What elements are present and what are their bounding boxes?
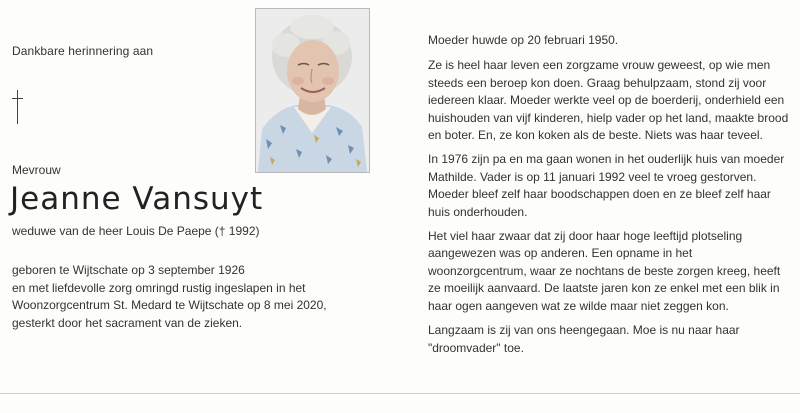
portrait-icon (256, 9, 369, 172)
detail-line: geboren te Wijtschate op 3 september 1926 (12, 263, 245, 277)
portrait-photo (255, 8, 370, 173)
bio-paragraph: Ze is heel haar leven een zorgzame vrouw geweest, op wie men steeds een beroep kon doen. Graag behulpzaam, stond zij voor iedereen klaar. Moeder werkte veel op de boerderij, onderhield een huishouden van vijf kinderen, hielp vader op het land, maakte brood en boter. En, ze kon koken als de beste. Niets was haar teveel. (428, 58, 789, 143)
intro-line: Dankbare herinnering aan (12, 44, 154, 58)
fold-line (0, 393, 800, 394)
bio-paragraph: Het viel haar zwaar dat zij door haar hoge leeftijd plotseling aangewezen was op anderen. Een opname in het woonzorgcentrum, waar ze nochtans de beste zorgen kreeg, heeft ze moeilijk aanvaard. De laatste jaren kon ze enkel met een blik in haar ogen aangeven wat ze wilde maar niet zeggen kon. (428, 229, 781, 313)
deceased-name: Jeanne Vansuyt (10, 181, 264, 217)
detail-line: Woonzorgcentrum St. Medard te Wijtschate op 8 mei 2020, (12, 298, 327, 312)
biography (428, 32, 790, 364)
widow-line: weduwe van de heer Louis De Paepe († 1992) (12, 224, 260, 238)
title-prefix: Mevrouw (12, 163, 61, 177)
cross-icon (11, 90, 25, 124)
bio-paragraph: Langzaam is zij van ons heengegaan. Moe is nu naar haar "droomvader" toe. (428, 323, 740, 355)
detail-line: en met liefdevolle zorg omringd rustig ingeslapen in het (12, 280, 306, 295)
bio-paragraph: In 1976 zijn pa en ma gaan wonen in het ouderlijk huis van moeder Mathilde. Vader is op 11 januari 1992 veel te vroeg gestorven. Moeder bleef zelf haar boodschappen doen en ze bleef zelf haar huis onderhouden. (428, 152, 785, 219)
detail-line: gesterkt door het sacrament van de zieken. (12, 315, 243, 330)
bio-paragraph: Moeder huwde op 20 februari 1950. (428, 33, 619, 47)
life-details (12, 262, 327, 332)
